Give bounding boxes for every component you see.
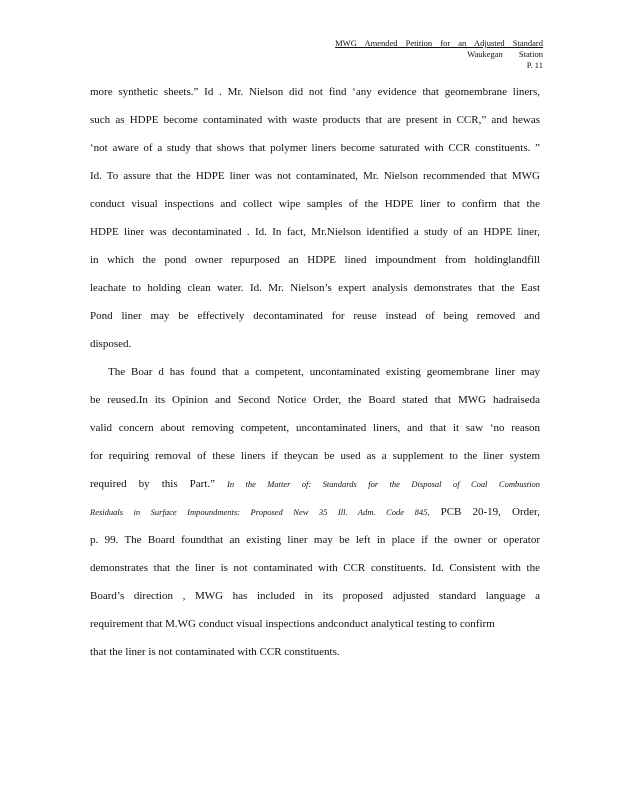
text-line: Residuals in Surface Impoundments: Proposed New 35 Ill. Adm. Code 845, PCB 20-19, Order, [90,506,540,518]
text-line: p. 99. The Board foundthat an existing liner may be left in place if the owner or operator [90,534,540,546]
text-line: Id. To assure that the HDPE liner was not contaminated, Mr. Nielson recommended that MWG [90,170,540,182]
header-title: MWG Amended Petition for an Adjusted Standard [335,38,543,48]
text-line: in which the pond owner repurposed an HDPE lined impoundment from holdinglandfill [90,254,540,266]
text-line: Pond liner may be effectively decontaminated for reuse instead of being removed and [90,310,540,322]
text-line: HDPE liner was decontaminated . Id. In fact, Mr.Nielson identified a study of an HDPE liner, [90,226,540,238]
text-line: The Boar d has found that a competent, uncontaminated existing geomembrane liner may [108,366,540,378]
text-line: such as HDPE become contaminated with waste products that are present in CCR,” and hewas [90,114,540,126]
text-line: conduct visual inspections and collect wipe samples of the HDPE liner to confirm that the [90,198,540,210]
text-line: disposed. [90,338,132,350]
text-line: ‘not aware of a study that shows that polymer liners become saturated with CCR constituents. ” [90,142,540,154]
text-line: for requiring removal of these liners if theycan be used as a supplement to the liner system [90,450,540,462]
text-line: that the liner is not contaminated with CCR constituents. [90,646,340,658]
page-number: P. 11 [526,60,543,70]
text-line: Board’s direction , MWG has included in its proposed adjusted standard language a [90,590,540,602]
text-line: more synthetic sheets.” Id . Mr. Nielson did not find ‘any evidence that geomembrane liners, [90,86,540,98]
page-header [323,38,543,71]
text-line: requirement that M.WG conduct visual inspections andconduct analytical testing to confirm [90,618,495,630]
text-line: demonstrates that the liner is not contaminated with CCR constituents. Id. Consistent with the [90,562,540,574]
text-line: valid concern about removing competent, uncontaminated liners, and that it saw ‘no reason [90,422,540,434]
text-line: leachate to holding clean water. Id. Mr. Nielson’s expert analysis demonstrates that the East [90,282,540,294]
text-line: required by this Part.” In the Matter of: Standards for the Disposal of Coal Combustion [90,478,540,490]
body-text [90,78,540,666]
header-station: Waukegan Station [467,49,543,59]
text-line: be reused.In its Opinion and Second Notice Order, the Board stated that MWG hadraiseda [90,394,540,406]
